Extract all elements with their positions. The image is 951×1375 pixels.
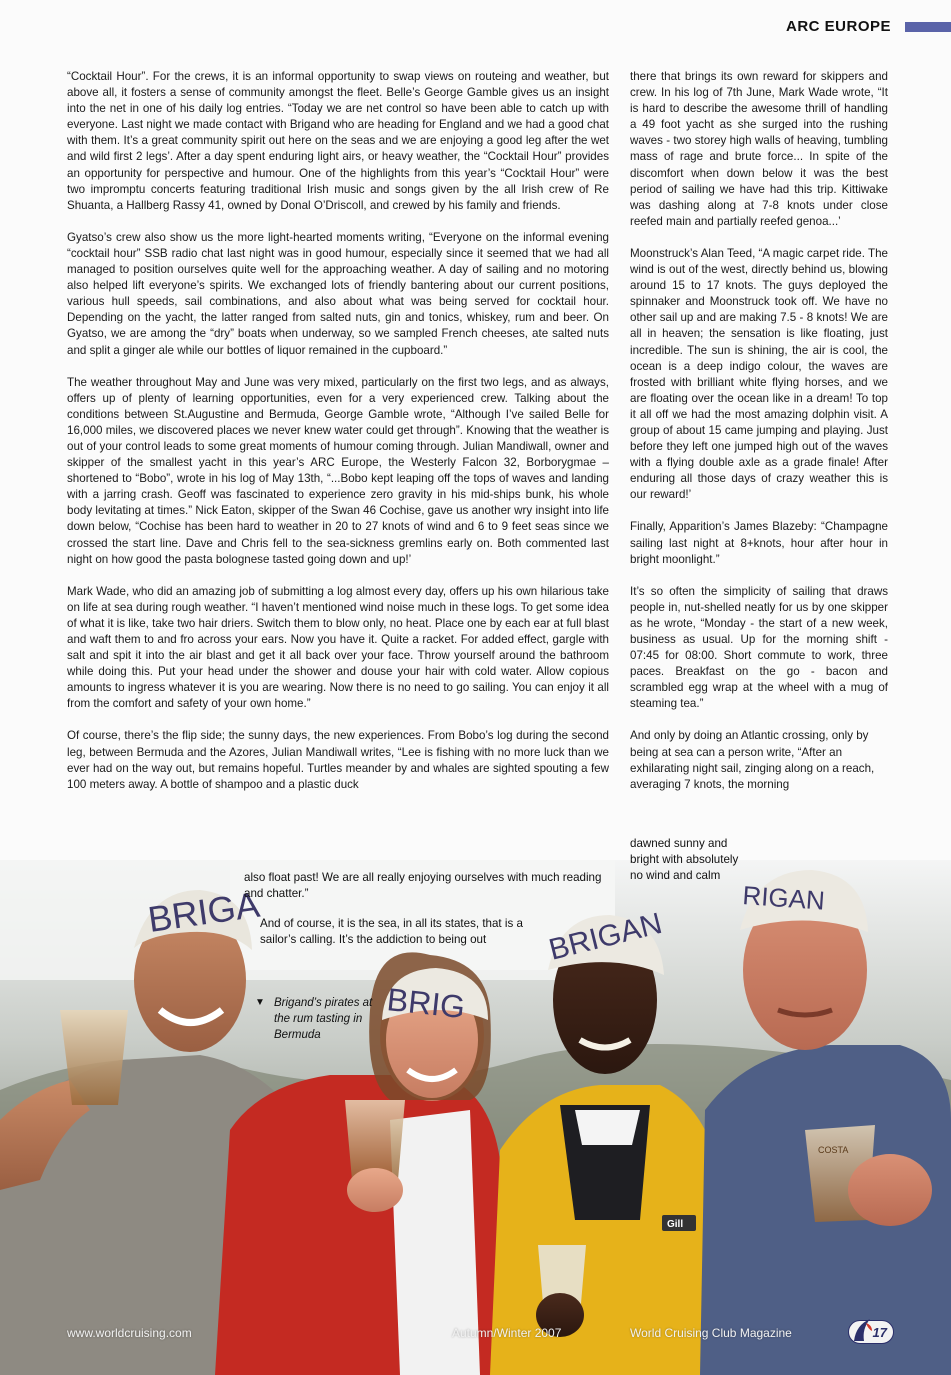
paragraph: It’s so often the simplicity of sailing that draws people in, nut-shelled neatly for us by one skipper as he wrote, “Monday - the start of a new week, business as usual. Up for the morning shift - 07:45 for 08:00. Short commute to work, three paces. Breakfast on the go - bacon and scrambled egg wrap at the wheel with a mug of steaming tea.” [630, 584, 888, 711]
article-left-column [67, 69, 609, 793]
paragraph: “Cocktail Hour”. For the crews, it is an informal opportunity to swap views on routeing and weather, but above all, it fosters a sense of community amongst the fleet. Belle’s George Gamble gives us an insight into the net in one of his daily log entries. “Today we are net control so have been able to catch up with everyone. Last night we made contact with Brigand who are heading for England and we had a good chat with them. It’s a great community spirit out here on the seas and we are enjoying a good leg after the wet and wild first 2 legs’. After a day spent enduring light airs, or heavy weather, the “Cocktail Hour” provides an opportunity for perspective and humour. One of the highlights from this year’s “Cocktail Hour” were two impromptu concerts featuring traditional Irish music and songs given by the all Irish crew of Re Shuanta, a Hallberg Rassy 41, owned by Donal O’Driscoll, and crewed by his family and friends. [67, 70, 609, 212]
paragraph: And of course, it is the sea, in all its states, that is a sailor’s calling. It’s the addiction to being out [260, 917, 523, 947]
cup-label: COSTA [818, 1145, 849, 1155]
paragraph: Gyatso’s crew also show us the more light-hearted moments writing, “Everyone on the informal evening “cocktail hour” SSB radio chat last night was in good humour, especially since it seemed that we had all managed to position ourselves quite well for the approaching weather. A day of sailing and no motoring also helped lift everyone’s spirits. We exchanged lots of friendly bantering about our current positions, various hull speeds, sail combinations, and also about what was being served for cocktail hour. Depending on the yacht, the latter ranged from salted nuts, gin and tonics, whiskey, rum and beer. On Gyatso, we are among the “dry” boats when underway, so we sampled French cheeses, ate salted nuts and split a ginger ale while our bottles of liquor remained in the cupboard.” [67, 230, 609, 357]
article-right-continuation: dawned sunny and bright with absolutely no wind and calm [630, 837, 739, 883]
page-number: 17 [872, 1324, 887, 1340]
article-continuation [244, 870, 609, 962]
footer-website: www.worldcruising.com [67, 1326, 192, 1340]
jacket-logo: Gill [667, 1219, 684, 1230]
article-right-column [630, 69, 888, 793]
caption-triangle-icon: ▼ [255, 997, 265, 1008]
headband-text: BRIGAN [545, 906, 666, 967]
headband-text: BRIG [385, 981, 467, 1026]
paragraph: Of course, there’s the flip side; the sunny days, the new experiences. From Bobo’s log during the second leg, between Bermuda and the Azores, Julian Mandiwall writes, “Lee is fishing with no more luck than we ever had on the way out, but remains hopeful. Turtles meander by and whales are sighted spouting a few 100 meters away. A bottle of shampoo and a plastic duck [67, 729, 609, 791]
footer-magazine: World Cruising Club Magazine [630, 1326, 792, 1340]
headband-text: BRIGA [145, 883, 263, 940]
paragraph: The weather throughout May and June was very mixed, particularly on the first two legs, and as always, offers up of plenty of learning opportunities, even for a very experienced crew. Talking about the conditions between St.Augustine and Bermuda, George Gamble wrote, “Although I’ve sailed Belle for 16,000 miles, we discovered places we never knew water could get through”. Knowing that the weather is out of your control leads to some great moments of humour coming through. Julian Mandiwall, owner and skipper of the smallest yacht in this year’s ARC Europe, the Westerly Falcon 32, Borborygmae – shortened to “Bobo”, wrote in his log of May 13th, “...Bobo kept leaping off the tops of waves and landing with a jarring crash. Geoff was fascinated to experience zero gravity in his mid-ships bunk, his whole body levitating at times.” Nick Eaton, skipper of the Swan 46 Cochise, gave us another wry insight into life down below, “Cochise has been hard to weather in 20 to 27 knots of wind and 6 to 9 feet seas since we crossed the start line. Dave and Chris fell to the sea-sickness gremlins early on. Both commented last night on how good the pasta bolognese tasted going down and up!’ [67, 375, 609, 566]
paragraph: also float past! We are all really enjoying ourselves with much reading and chatter.” [244, 871, 602, 901]
photo-caption: Brigand’s pirates at the rum tasting in Bermuda [274, 997, 373, 1041]
paragraph: Moonstruck’s Alan Teed, “A magic carpet ride. The wind is out of the west, directly behind us, blowing around 15 to 17 knots. The guys deployed the spinnaker and Moonstruck took off. We have no other sail up and are making 7.5 - 8 knots! We are all in heaven; the sensation is like floating, just incredible. The sun is shining, the air is cool, the ocean is a deep indigo colour, the waves are frosted with brilliant white flying horses, and we are floating over the ocean like in a dream! To top it all off we had the most amazing dolphin visit. A group of about 15 came jumping and playing. Just before they left one jumped high out of the waves with a flying double axle as a grade finale! After enduring all those days of crazy weather this is our reward!’ [630, 246, 888, 502]
paragraph: there that brings its own reward for skippers and crew. In his log of 7th June, Mark Wade wrote, “It is hard to describe the awesome thrill of handling a 49 foot yacht as she surged into the rushing waves - two storey high walls of heaving, tumbling mass of rage and brute force... In spite of the discomfort when down below it was the best period of sailing we have had this trip. Kittiwake was dashing along at 7-8 knots under close reefed main and partially reefed genoa...’ [630, 70, 888, 228]
footer-issue: Autumn/Winter 2007 [452, 1326, 562, 1340]
paragraph: Mark Wade, who did an amazing job of submitting a log almost every day, offers up his own hilarious take on life at sea during rough weather. “I haven’t mentioned wind noise much in these logs. To get some idea of what it is like, take two hair driers. Switch them to blow only, no heat. Place one by each ear at full blast and waft them to and fro across your ears. Now you have it. Quite a racket. For added effect, gargle with salt and spit it into the air blast and get it all back over your face. Throw yourself around the bathroom while doing this. Put your head under the shower and douse your hair with cold water. Allow copious amounts to ingress whatever it is you are wearing. Now there is no need to go sailing. You can enjoy it all from the comfort and safety of your own home.” [67, 584, 609, 711]
paragraph: Finally, Apparition’s James Blazeby: “Champagne sailing last night at 8+knots, hour after hour in bright moonlight.” [630, 520, 888, 566]
sail-logo-icon [850, 1317, 876, 1345]
section-title: ARC EUROPE [785, 18, 891, 35]
headband-text: RIGAN [741, 880, 826, 916]
section-color-bar [905, 22, 951, 32]
paragraph: And only by doing an Atlantic crossing, only by being at sea can a person write, “After an exhilarating night sail, zinging along on a reach, averaging 7 knots, the morning [630, 729, 875, 791]
